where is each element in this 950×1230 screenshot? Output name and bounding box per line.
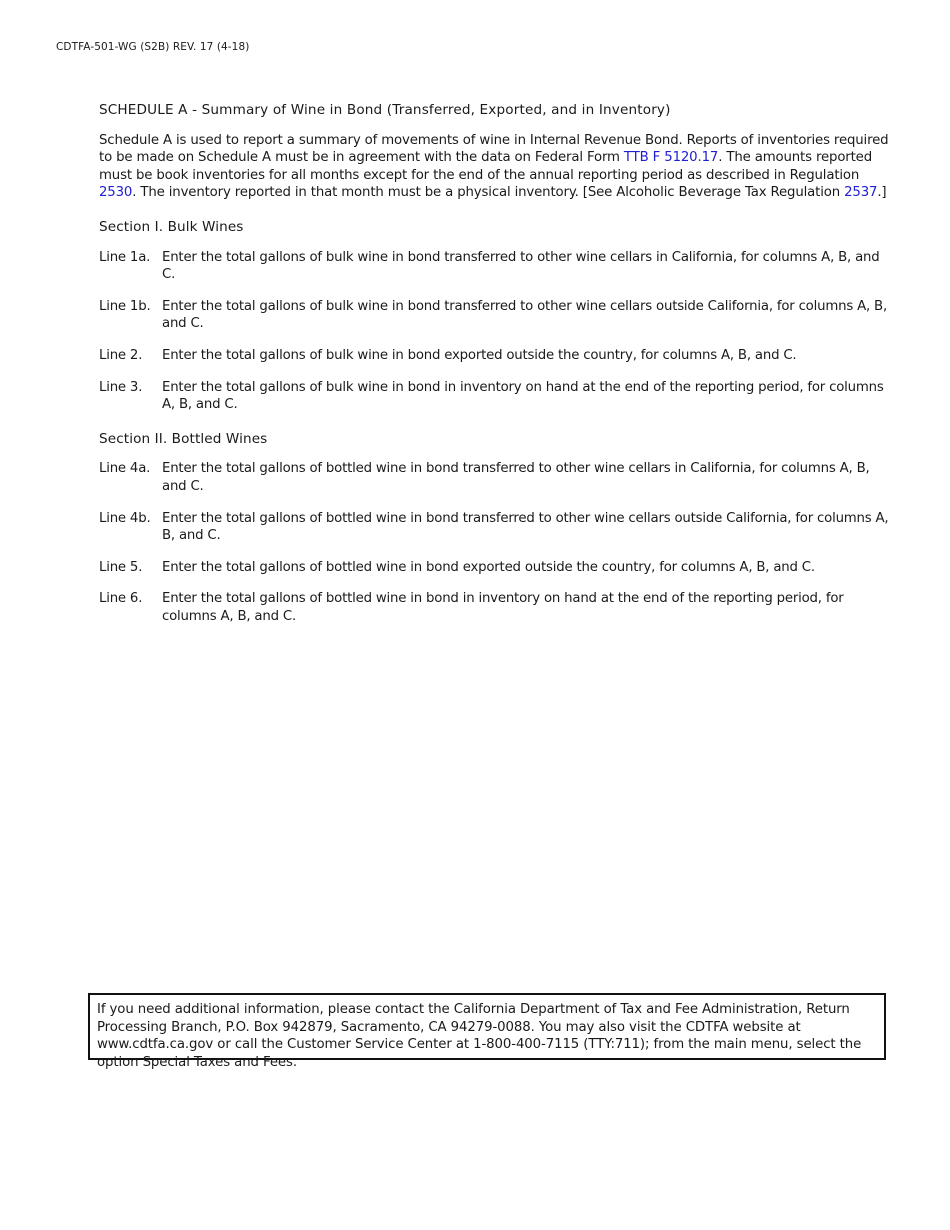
section-bulk-wines (99, 219, 889, 414)
regulation-2537-link[interactable]: 2537 (844, 185, 878, 201)
line-instruction: Enter the total gallons of bottled wine in bond transferred to other wine cellars in California, for columns A, B, and C. (162, 461, 870, 494)
intro-text-4: .] (877, 185, 887, 201)
schedule-content (99, 102, 889, 639)
line-instruction: Enter the total gallons of bottled wine in bond transferred to other wine cellars outside California, for columns A, B, and C. (162, 510, 889, 544)
line-instruction: Enter the total gallons of bulk wine in bond exported outside the country, for columns A, B, and C. (162, 347, 797, 363)
line-item (99, 559, 889, 577)
line-item (99, 379, 889, 414)
line-label: Line 4a. (99, 461, 151, 477)
regulation-2530-link[interactable]: 2530 (99, 185, 133, 201)
line-label: Line 1b. (99, 298, 151, 314)
form-id: CDTFA-501-WG (S2B) REV. 17 (4-18) (56, 41, 250, 53)
line-label: Line 5. (99, 559, 143, 575)
line-item (99, 249, 889, 284)
line-instruction: Enter the total gallons of bottled wine in bond exported outside the country, for columns A, B, and C. (162, 559, 815, 575)
ttb-form-link[interactable]: TTB F 5120.17 (623, 150, 719, 166)
line-instruction: Enter the total gallons of bulk wine in bond transferred to other wine cellars outside California, for columns A, B, and C. (162, 298, 887, 332)
intro-text-2: . The amounts reported must be book inventories for all months except for the end of the annual reporting period as described in Regulation (99, 150, 873, 183)
section-bottled-wines (99, 431, 889, 626)
line-label: Line 6. (99, 591, 143, 607)
line-item (99, 460, 889, 495)
line-label: Line 1a. (99, 249, 151, 265)
line-instruction: Enter the total gallons of bottled wine in bond in inventory on hand at the end of the reporting period, for columns A, B, and C. (162, 591, 844, 624)
section-heading: Section II. Bottled Wines (99, 430, 268, 447)
line-label: Line 2. (99, 347, 143, 363)
line-instruction: Enter the total gallons of bulk wine in bond transferred to other wine cellars in California, for columns A, B, and C. (162, 249, 880, 283)
line-item (99, 347, 889, 365)
contact-info-box: If you need additional information, please contact the California Department of Tax and Fee Administration, Return Processing Branch, P.O. Box 942879, Sacramento, CA 94279-0088. You may also visit the CDTFA website at www.cdtfa.ca.gov or call the Customer Service Center at 1-800-400-7115 (TTY:711); from the main menu, select the option Special Taxes and Fees. (88, 993, 886, 1060)
schedule-intro (99, 132, 889, 202)
intro-text-1: Schedule A is used to report a summary of movements of wine in Internal Revenue Bond. Reports of inventories required to be made on Schedule A must be in agreement with the data on Federal Form (99, 132, 889, 166)
intro-text-3: . The inventory reported in that month must be a physical inventory. [See Alcoholic Beverage Tax Regulation (132, 185, 845, 201)
line-instruction: Enter the total gallons of bulk wine in bond in inventory on hand at the end of the reporting period, for columns A, B, and C. (162, 379, 884, 413)
schedule-title: SCHEDULE A - Summary of Wine in Bond (Transferred, Exported, and in Inventory) (99, 102, 671, 118)
section-heading: Section I. Bulk Wines (99, 218, 244, 235)
line-item (99, 510, 889, 545)
line-label: Line 3. (99, 379, 143, 395)
line-item (99, 298, 889, 333)
line-label: Line 4b. (99, 510, 151, 526)
line-item (99, 590, 889, 625)
